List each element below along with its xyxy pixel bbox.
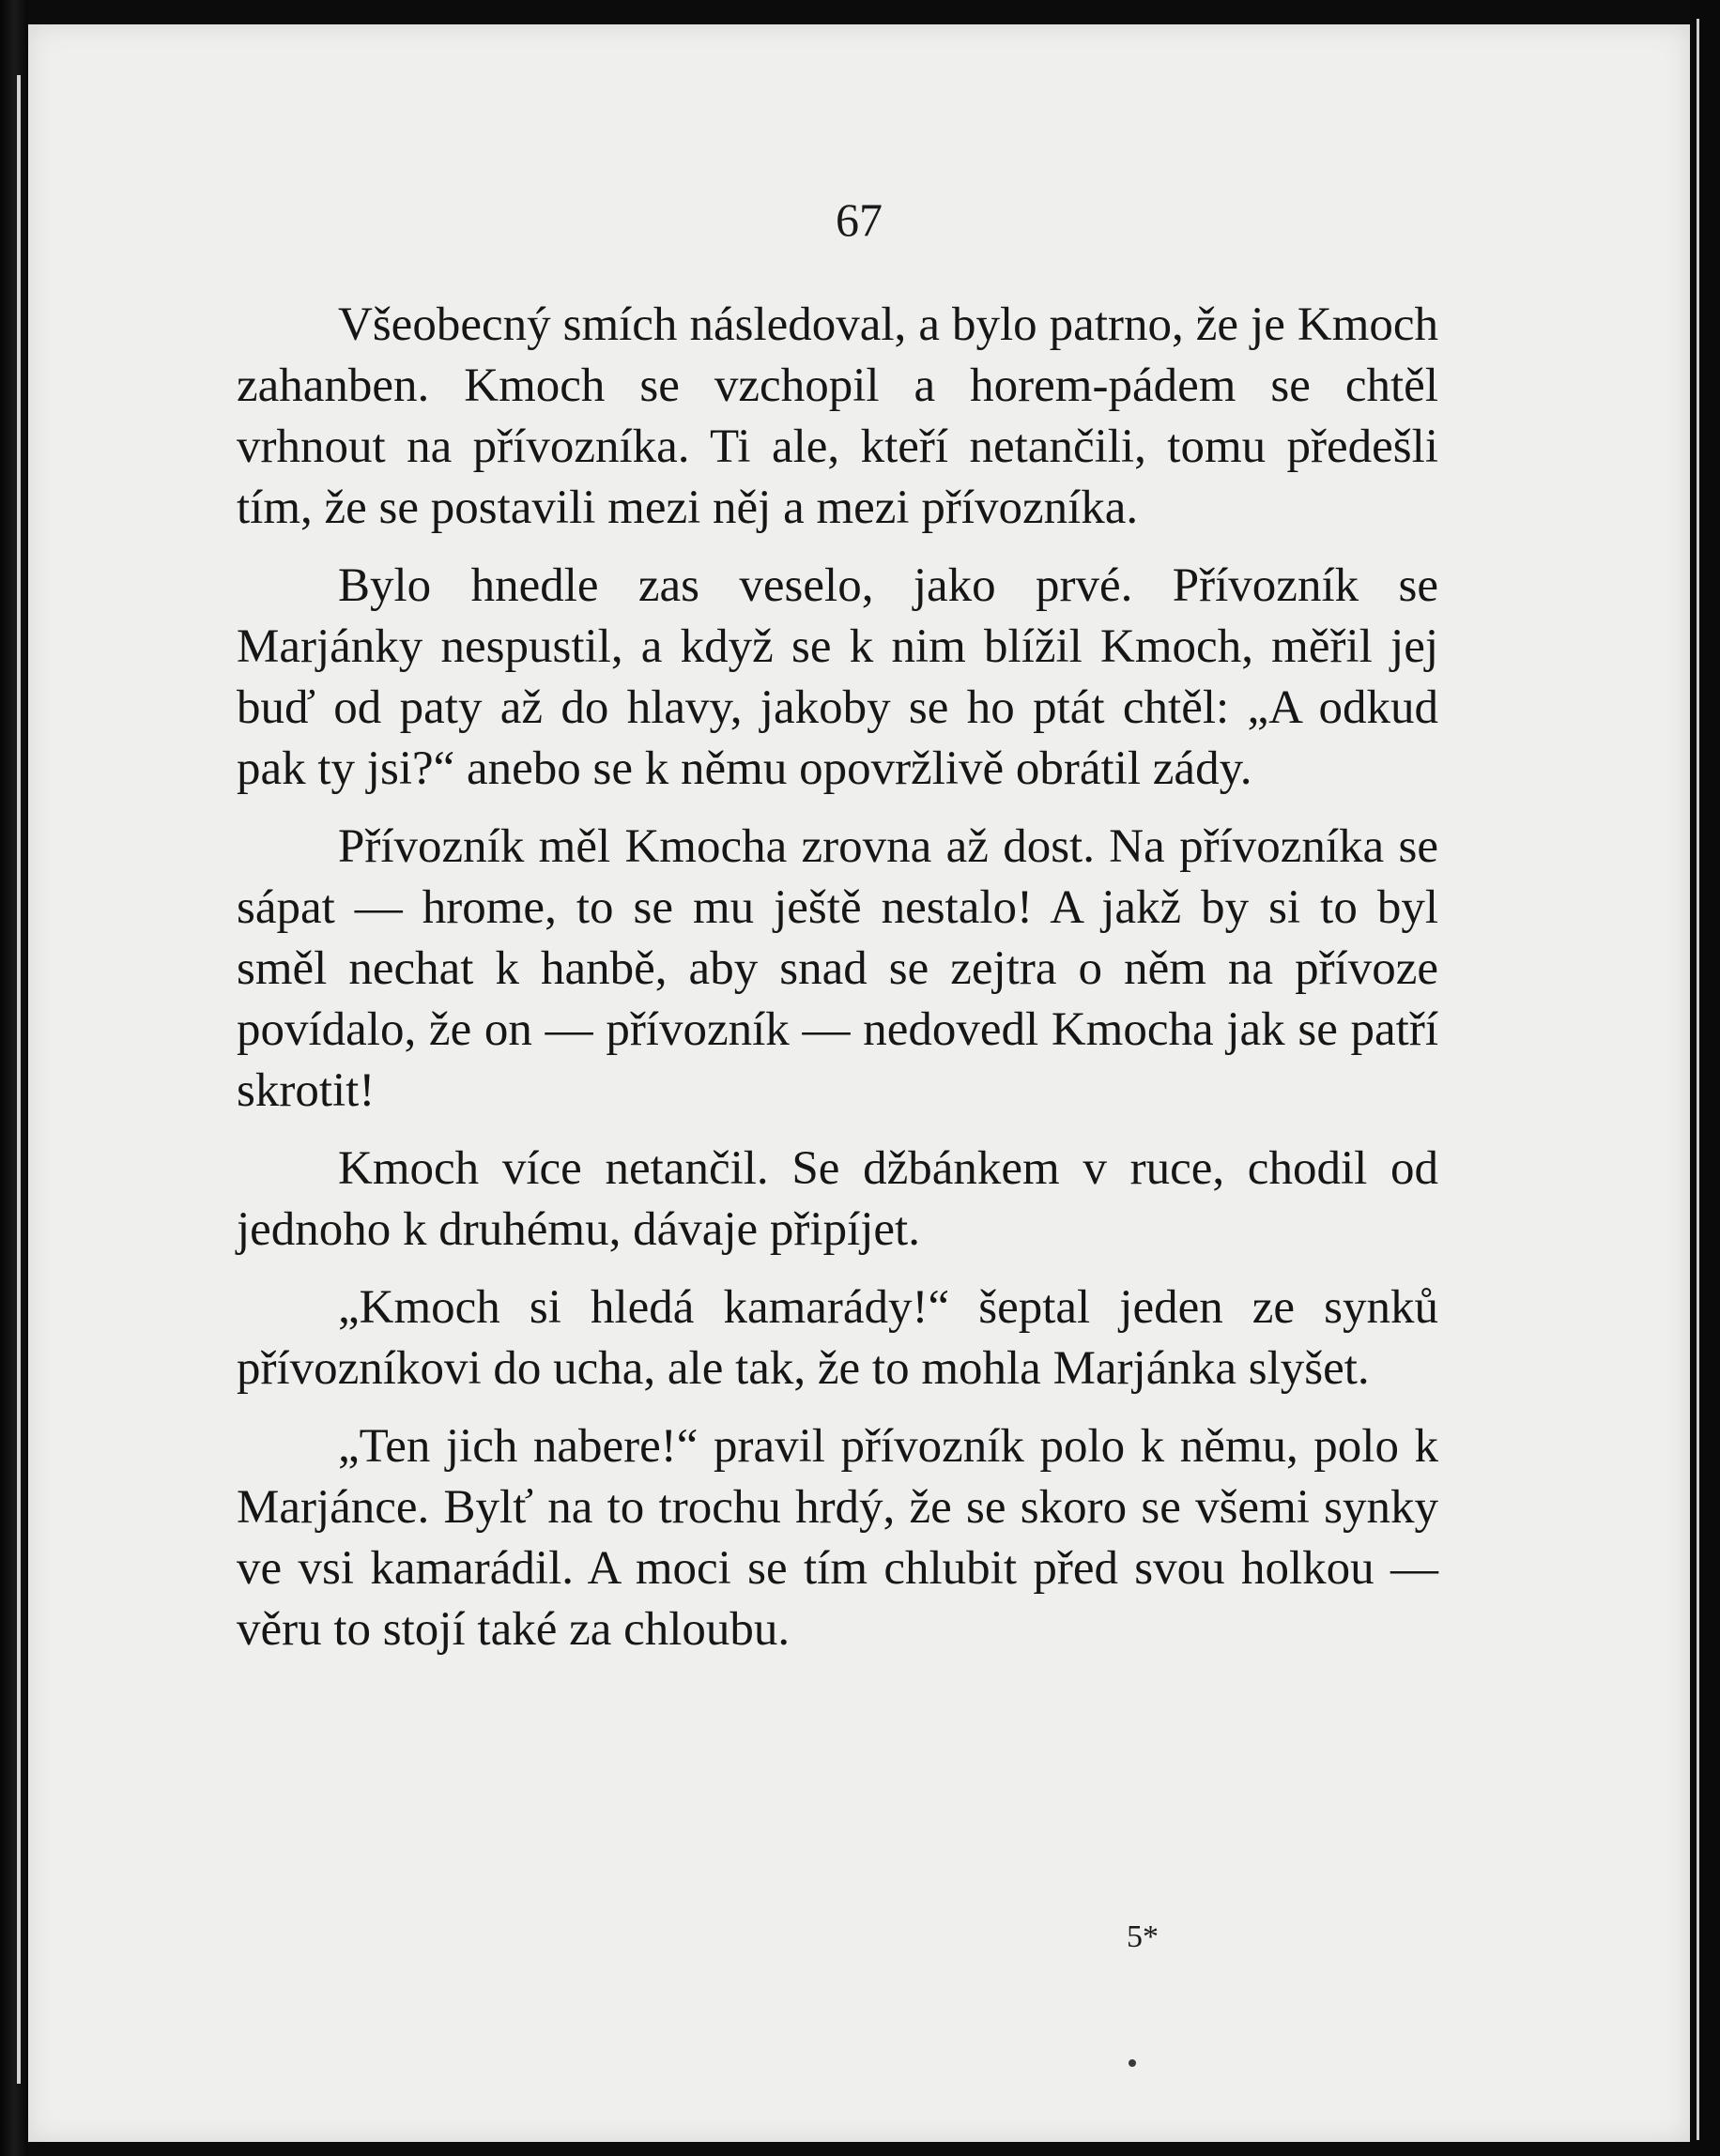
left-book-edge	[0, 0, 28, 2156]
page-number: 67	[836, 193, 883, 246]
page-dot-mark	[1129, 2059, 1136, 2067]
paragraph-4: Kmoch více netančil. Se džbánkem v ruce, chodil od jednoho k druhému, dávaje připíjet.	[237, 1142, 1438, 1256]
paragraph-5: „Kmoch si hledá kamarády!“ šeptal jeden ze synků přívozníkovi do ucha, ale tak, že to mohla Marjánka slyšet.	[237, 1281, 1438, 1395]
paragraph-6: „Ten jich nabere!“ pravil přívozník polo k němu, polo k Marjánce. Bylť na to trochu hrdý, že se skoro se všemi synky ve vsi kamarádil. A moci se tím chlubit před svou holkou — věru to stojí také za chloubu.	[237, 1420, 1438, 1656]
right-edge-rule	[1697, 19, 1699, 2140]
page-body-text	[237, 295, 1438, 1677]
book-page	[28, 24, 1690, 2142]
signature-mark: 5*	[1127, 1919, 1159, 1954]
paragraph-2: Bylo hnedle zas veselo, jako prvé. Přívozník se Marjánky nespustil, a když se k nim blížil Kmoch, měřil jej buď od paty až do hlavy, jakoby se ho ptát chtěl: „A odkud pak ty jsi?“ anebo se k němu opovržlivě obrátil zády.	[237, 559, 1438, 795]
right-book-edge	[1690, 0, 1720, 2156]
paragraph-1: Všeobecný smích následoval, a bylo patrno, že je Kmoch zahanben. Kmoch se vzchopil a horem-pádem se chtěl vrhnout na přívozníka. Ti ale, kteří netančili, tomu předešli tím, že se postavili mezi něj a mezi přívozníka.	[237, 298, 1438, 534]
left-edge-rule	[17, 75, 21, 2084]
paragraph-3: Přívozník měl Kmocha zrovna až dost. Na přívozníka se sápat — hrome, to se mu ještě nestalo! A jakž by si to byl směl nechat k hanbě, aby snad se zejtra o něm na přívoze povídalo, že on — přívozník — nedovedl Kmocha jak se patří skrotit!	[237, 820, 1438, 1117]
